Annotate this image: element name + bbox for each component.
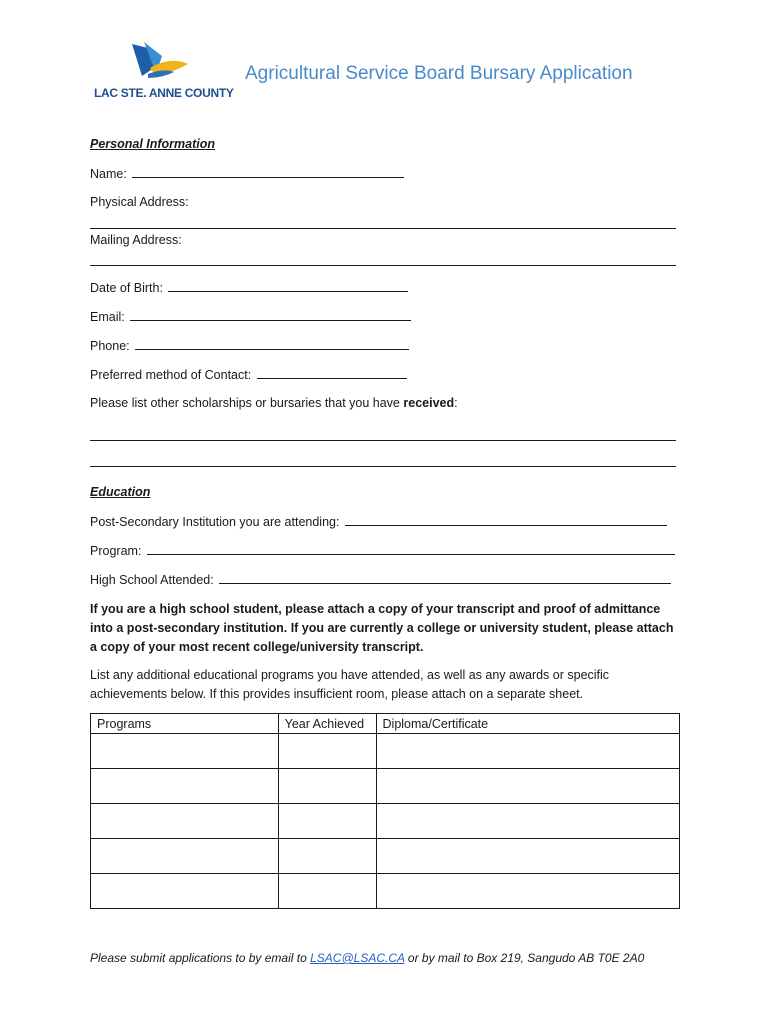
- scholarships-field-1[interactable]: [90, 440, 676, 441]
- highschool-field[interactable]: [219, 572, 671, 584]
- year-cell[interactable]: [278, 839, 376, 874]
- program-cell[interactable]: [91, 839, 279, 874]
- name-field[interactable]: [132, 166, 404, 178]
- diploma-cell[interactable]: [376, 839, 679, 874]
- scholarships-label: Please list other scholarships or bursaries that you have: [90, 396, 400, 410]
- table-row: [91, 734, 680, 769]
- scholarships-colon: :: [454, 396, 458, 410]
- year-cell[interactable]: [278, 769, 376, 804]
- personal-info-heading: Personal Information: [90, 137, 216, 151]
- diploma-cell[interactable]: [376, 734, 679, 769]
- phone-row: [90, 338, 409, 353]
- program-label: Program:: [90, 544, 142, 558]
- form-title: Agricultural Service Board Bursary Application: [245, 63, 633, 84]
- table-row: [91, 839, 680, 874]
- program-cell[interactable]: [91, 769, 279, 804]
- table-instructions: List any additional educational programs you have attended, as well as any awards or specific achievements below. If this provides insufficient room, please attach on a separate sheet.: [90, 668, 610, 701]
- table-row: [91, 769, 680, 804]
- institution-row: [90, 514, 667, 529]
- phone-label: Phone:: [90, 339, 130, 353]
- phone-field[interactable]: [135, 338, 409, 350]
- year-cell[interactable]: [278, 874, 376, 909]
- mailing-address-label: Mailing Address:: [90, 233, 182, 247]
- footer-text-after: or by mail to Box 219, Sangudo AB T0E 2A0: [404, 951, 645, 965]
- program-cell[interactable]: [91, 874, 279, 909]
- contact-label: Preferred method of Contact:: [90, 368, 252, 382]
- contact-row: [90, 367, 407, 382]
- dob-label: Date of Birth:: [90, 281, 163, 295]
- scholarships-field-2[interactable]: [90, 466, 676, 467]
- programs-table: [90, 713, 680, 909]
- footer-text-before: Please submit applications to by email to: [90, 951, 311, 965]
- county-logo: [90, 38, 234, 104]
- header-year-achieved: Year Achieved: [278, 714, 376, 734]
- table-row: [91, 874, 680, 909]
- diploma-cell[interactable]: [376, 804, 679, 839]
- email-label: Email:: [90, 310, 125, 324]
- name-label: Name:: [90, 167, 127, 181]
- highschool-label: High School Attended:: [90, 573, 214, 587]
- program-cell[interactable]: [91, 804, 279, 839]
- submission-footer: [90, 951, 644, 965]
- table-row: [91, 804, 680, 839]
- logo-text: LAC STE. ANNE COUNTY: [94, 86, 234, 100]
- dob-field[interactable]: [168, 280, 408, 292]
- transcript-notice: If you are a high school student, please attach a copy of your transcript and proof of admittance into a post-secondary institution. If you are currently a college or university student, please attach a copy of your most recent college/university transcript.: [90, 602, 674, 654]
- footer-email-link[interactable]: LSAC@LSAC.CA: [310, 951, 405, 965]
- physical-address-field[interactable]: [90, 228, 676, 229]
- header-diploma-certificate: Diploma/Certificate: [376, 714, 679, 734]
- scholarships-row: [90, 396, 458, 410]
- name-row: [90, 166, 404, 181]
- education-heading: Education: [90, 485, 151, 499]
- program-row: [90, 543, 675, 558]
- program-field[interactable]: [147, 543, 675, 555]
- institution-field[interactable]: [345, 514, 667, 526]
- year-cell[interactable]: [278, 804, 376, 839]
- header-programs: Programs: [91, 714, 279, 734]
- highschool-row: [90, 572, 671, 587]
- year-cell[interactable]: [278, 734, 376, 769]
- physical-address-label: Physical Address:: [90, 195, 189, 209]
- diploma-cell[interactable]: [376, 769, 679, 804]
- table-header-row: [91, 714, 680, 734]
- bird-logo-icon: [90, 38, 228, 88]
- program-cell[interactable]: [91, 734, 279, 769]
- dob-row: [90, 280, 408, 295]
- email-field[interactable]: [130, 309, 411, 321]
- diploma-cell[interactable]: [376, 874, 679, 909]
- scholarships-emphasis: received: [403, 396, 455, 410]
- email-row: [90, 309, 411, 324]
- contact-field[interactable]: [257, 367, 407, 379]
- institution-label: Post-Secondary Institution you are attending:: [90, 515, 340, 529]
- mailing-address-field[interactable]: [90, 265, 676, 266]
